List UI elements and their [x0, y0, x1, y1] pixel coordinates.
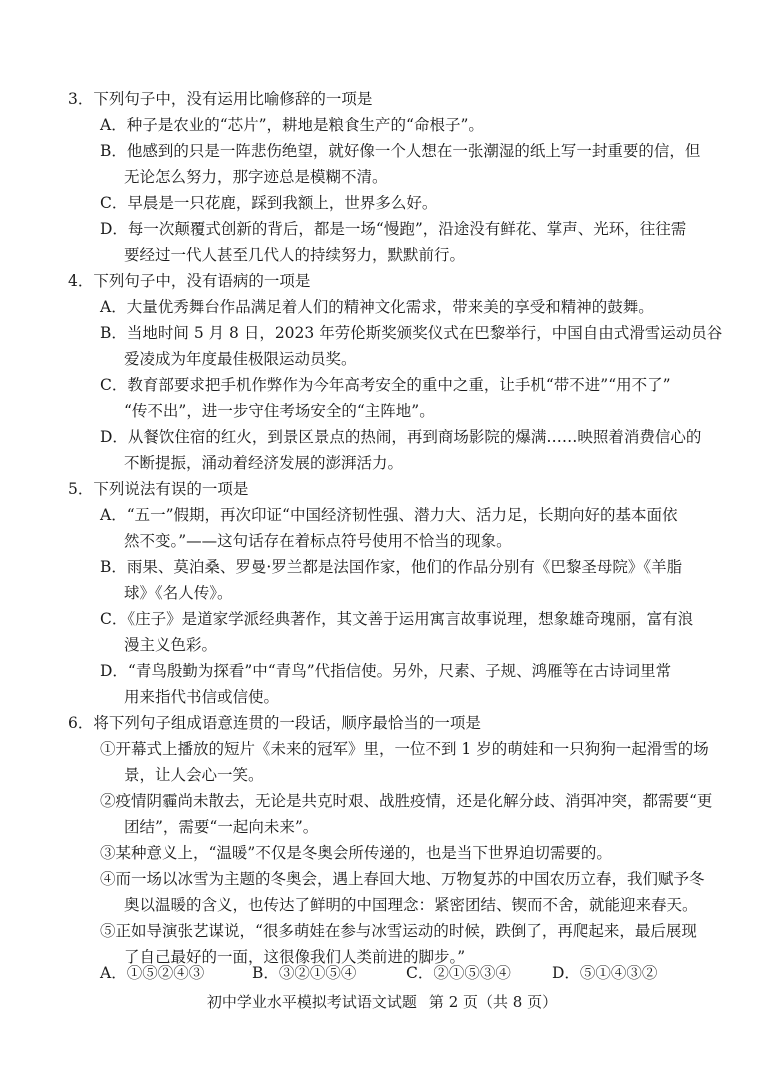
question-3-option-d-continued: 要经过一代人甚至几代人的持续努力，默默前行。	[124, 246, 466, 264]
question-5-option-a-continued: 然不变。”——这句话存在着标点符号使用不恰当的现象。	[124, 532, 512, 550]
question-6-option-b: B．③②①⑤④	[252, 964, 357, 982]
question-6-sentence-4: ④而一场以冰雪为主题的冬奥会，遇上春回大地、万物复苏的中国农历立春，我们赋予冬	[100, 870, 705, 888]
question-6-option-c: C．②①⑤③④	[406, 964, 511, 982]
question-3-option-b-continued: 无论怎么努力，那字迹总是模糊不清。	[124, 168, 388, 186]
question-6-sentence-2: ②疫情阴霾尚未散去，无论是共克时艰、战胜疫情，还是化解分歧、消弭冲突，都需要“更	[100, 792, 713, 810]
question-6-option-a: A．①⑤②④③	[100, 964, 205, 982]
question-6-sentence-5: ⑤正如导演张艺谋说，“很多萌娃在参与冰雪运动的时候，跌倒了，再爬起来，最后展现	[100, 922, 697, 940]
question-3-option-d: D．每一次颠覆式创新的背后，都是一场“慢跑”，沿途没有鲜花、掌声、光环，往往需	[100, 220, 687, 238]
question-4-option-b: B．当地时间 5 月 8 日，2023 年劳伦斯奖颁奖仪式在巴黎举行，中国自由式滑雪运动员谷	[100, 324, 723, 342]
question-4-option-c: C．教育部要求把手机作弊作为今年高考安全的重中之重，让手机“带不进”“用不了”	[100, 376, 671, 394]
question-5-option-c: C．《庄子》是道家学派经典著作，其文善于运用寓言故事说理，想象雄奇瑰丽，富有浪	[100, 610, 694, 628]
question-5-stem: 5．下列说法有误的一项是	[68, 480, 249, 498]
question-5-option-b-continued: 球》《名人传》。	[124, 584, 233, 602]
question-4-option-d: D．从餐饮住宿的红火，到景区景点的热闹，再到商场影院的爆满……映照着消费信心的	[100, 428, 702, 446]
question-6-sentence-4-continued: 奥以温暖的含义，也传达了鲜明的中国理念：紧密团结、锲而不舍，就能迎来春天。	[124, 896, 698, 914]
question-4-option-d-continued: 不断提振，涌动着经济发展的澎湃活力。	[124, 454, 404, 472]
question-4-option-c-continued: “传不出”，进一步守住考场安全的“主阵地”。	[124, 402, 435, 420]
question-5-option-d: D．“青鸟殷勤为探看”中“青鸟”代指信使。另外，尺素、子规、鸿雁等在古诗词里常	[100, 662, 672, 680]
question-6-sentence-1: ①开幕式上播放的短片《未来的冠军》里，一位不到 1 岁的萌娃和一只狗狗一起滑雪的场	[100, 740, 709, 758]
question-5-option-b: B．雨果、莫泊桑、罗曼·罗兰都是法国作家，他们的作品分别有《巴黎圣母院》《羊脂	[100, 558, 683, 576]
question-3-option-b: B．他感到的只是一阵悲伤绝望，就好像一个人想在一张潮湿的纸上写一封重要的信，但	[100, 142, 701, 160]
question-6-sentence-2-continued: 团结”，需要“一起向未来”。	[124, 818, 319, 836]
question-6-sentence-1-continued: 景，让人会心一笑。	[124, 766, 264, 784]
question-4-stem: 4．下列句子中，没有语病的一项是	[68, 272, 311, 290]
question-3-option-c: C．早晨是一只花鹿，踩到我额上，世界多么好。	[100, 194, 438, 212]
footer-exam-title: 初中学业水平模拟考试语文试题	[206, 993, 417, 1011]
question-5-option-a: A．“五一”假期，再次印证“中国经济韧性强、潜力大、活力足，长期向好的基本面依	[100, 506, 678, 524]
question-3-option-a: A．种子是农业的“芯片”，耕地是粮食生产的“命根子”。	[100, 116, 484, 134]
question-5-option-d-continued: 用来指代书信或信使。	[124, 688, 280, 706]
question-6-option-d: D．⑤①④③②	[552, 964, 658, 982]
question-3-stem: 3．下列句子中，没有运用比喻修辞的一项是	[68, 90, 373, 108]
question-6-sentence-3: ③某种意义上，“温暖”不仅是冬奥会所传递的，也是当下世界迫切需要的。	[100, 844, 612, 862]
question-4-option-b-continued: 爱凌成为年度最佳极限运动员奖。	[124, 350, 357, 368]
question-6-sentence-5-continued: 了自己最好的一面，这很像我们人类前进的脚步。”	[124, 948, 466, 966]
footer-page-number: 第 2 页（共 8 页）	[428, 993, 558, 1011]
question-4-option-a: A．大量优秀舞台作品满足着人们的精神文化需求，带来美的享受和精神的鼓舞。	[100, 298, 654, 316]
page-footer	[0, 990, 764, 1014]
question-6-options	[100, 960, 710, 986]
question-6-stem: 6．将下列句子组成语意连贯的一段话，顺序最恰当的一项是	[68, 714, 481, 732]
question-5-option-c-continued: 漫主义色彩。	[124, 636, 218, 654]
